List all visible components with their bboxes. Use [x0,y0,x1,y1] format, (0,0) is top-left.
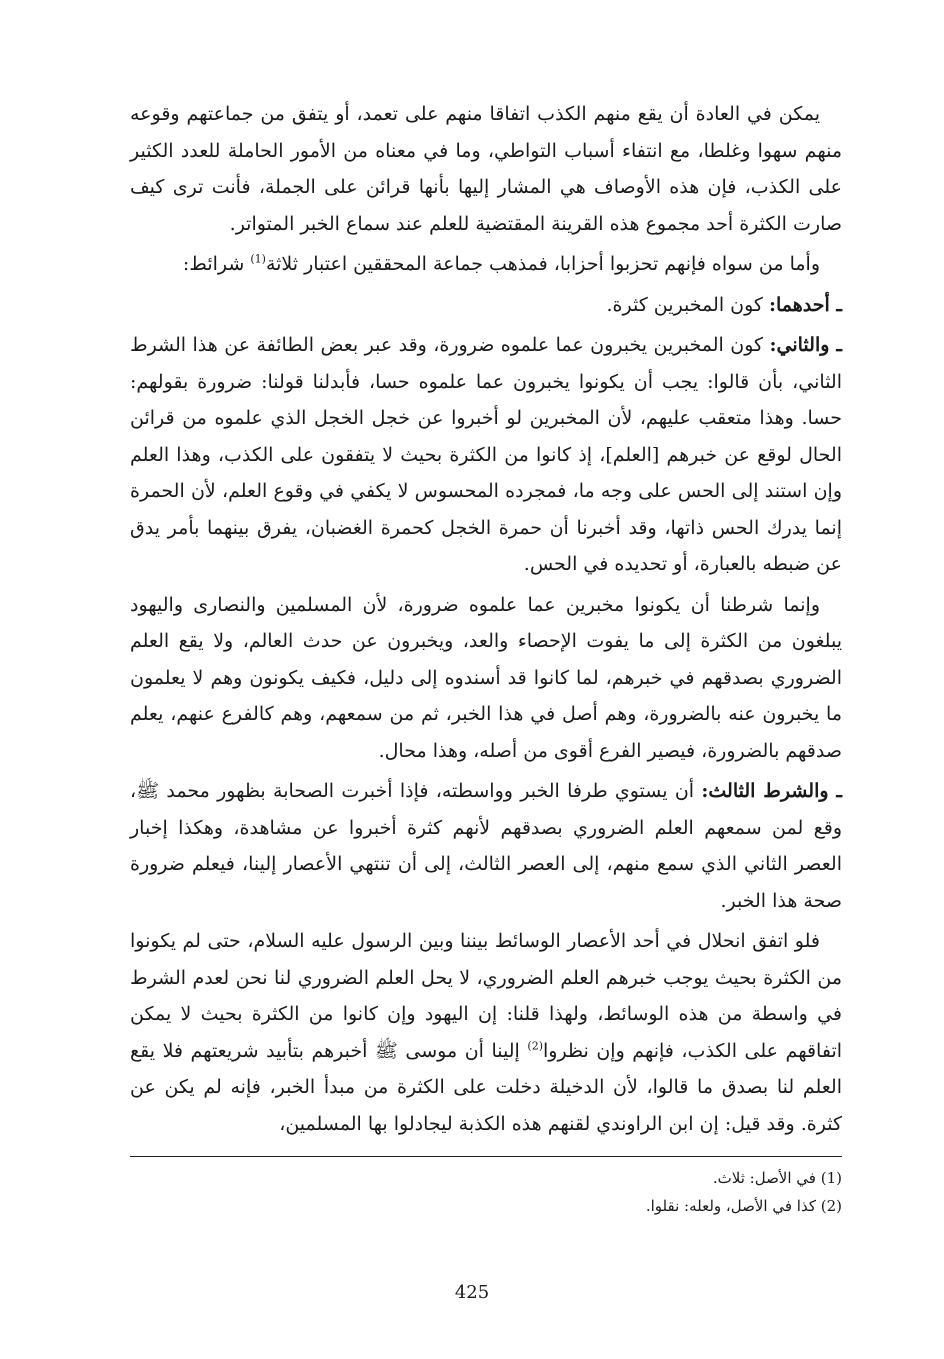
paragraph-5 [130,587,842,770]
paragraph-4 [130,327,842,583]
footnote-1: (1) في الأصل: ثلاث. [712,1169,842,1187]
paragraph-text: كون المخبرين كثرة. [606,293,769,316]
paragraph-text: إلينا أن موسى ﷺ أخبرهم بتأبيد شريعتهم فلا يقع العلم لنا بصدق ما قالوا، لأن الدخيلة دخلت على الكثرة من مبدأ الخبر، فإنه لم يكن عن كثرة. وقد قيل: إن ابن الراوندي لقنهم هذه الكذبة ليجادلوا بها المسلمين، [130,1039,842,1135]
footnote-2: (2) كذا في الأصل، ولعله: نقلوا. [645,1197,842,1215]
paragraph-text: أن يستوي طرفا الخبر وواسطته، فإذا أخبرت الصحابة بظهور محمد ﷺ، وقع لمن سمعهم العلم الضروري بصدقهم لأنهم كثرة أخبروا عن مشاهدة، وهكذا إخبار العصر الثاني الذي سمع منهم، إلى العصر الثالث، إلى أن تنتهي الأعصار إلينا، فيعلم ضرورة صحة هذا الخبر. [130,780,842,912]
page [130,96,842,1296]
paragraph-3 [130,287,842,324]
footnote-marker: (2) [527,1039,543,1053]
main-text [130,96,842,1142]
paragraph-text: يمكن في العادة أن يقع منهم الكذب اتفاقا منهم على تعمد، أو يتفق من جماعتهم وقوعه منهم سهوا وغلطا، مع انتفاء أسباب التواطي، وما في معناه من الأمور الحاملة للعدد الكثير على الكذب، فإن هذه الأوصاف هي المشار إليها بأنها قرائن على الجملة، فأنت ترى كيف صارت الكثرة أحد مجموع هذه القرينة المقتضية للعلم عند سماع الخبر المتواتر. [130,103,842,235]
paragraph-text: شرائط: [182,253,251,275]
paragraph-1 [130,96,842,242]
paragraph-text: وأما من سواه فإنهم تحزبوا أحزابا، فمذهب جماعة المحققين اعتبار ثلاثة [265,253,820,275]
paragraph-lead: ـ أحدهما: [769,293,842,316]
paragraph-lead: ـ والثاني: [769,334,842,356]
paragraph-6 [130,773,842,919]
footnote-divider [130,1156,842,1157]
paragraph-lead: ـ والشرط الثالث: [701,780,842,802]
page-number: 425 [454,1282,490,1303]
paragraph-2 [130,246,842,283]
paragraph-text: كون المخبرين يخبرون عما علموه ضرورة، وقد عبر بعض الطائفة عن هذا الشرط الثاني، بأن قالوا: يجب أن يكونوا يخبرون عما علموه حسا، فأبدلنا قولنا: ضرورة بقولهم: حسا. وهذا متعقب عليهم، لأن المخبرين لو أخبروا عن خجل الخجل الذي علموه من قرائن الحال لوقع عن خبرهم [العلم]، إذ كانوا من الكثرة بحيث لا يتفقون على الكذب، وهذا العلم وإن استند إلى الحس على وجه ما، فمجرده المحسوس لا يكفي في وقوع العلم، لأن الحمرة إنما يدرك الحس ذاتها، وقد أخبرنا أن حمرة الخجل كحمرة الغضبان، يفرق بينهما بأمر يدق عن ضبطه بالعبارة، أو تحديده في الحس. [130,334,842,575]
paragraph-7 [130,923,842,1142]
paragraph-text: فلو اتفق انحلال في أحد الأعصار الوسائط بيننا وبين الرسول عليه السلام، حتى لم يكونوا من الكثرة بحيث يوجب خبرهم العلم الضروري، لا يحل العلم الضروري لنا نحن لعدم الشرط في واسطة من هذه الوسائط، ولهذا قلنا: إن اليهود وإن كانوا من الكثرة بحيث لا يمكن اتفاقهم على الكذب، فإنهم وإن نظروا [130,930,843,1062]
footnote-marker: (1) [250,252,266,266]
paragraph-text: وإنما شرطنا أن يكونوا مخبرين عما علموه ضرورة، لأن المسلمين والنصارى واليهود يبلغون من الكثرة إلى ما يفوت الإحصاء والعد، ويخبرون عن حدث العالم، ولا يقع العلم الضروري بصدقهم في خبرهم، لما كانوا قد أسندوه إلى دليل، فكيف يكونون وهم لا يعلمون ما يخبرون عنه بالضرورة، وهم أصل في هذا الخبر، ثم من سمعهم، وهم كالفرع عنهم، يعلم صدقهم بالضرورة، فيصير الفرع أقوى من أصله، وهذا محال. [130,593,842,762]
footnotes [130,1164,842,1220]
